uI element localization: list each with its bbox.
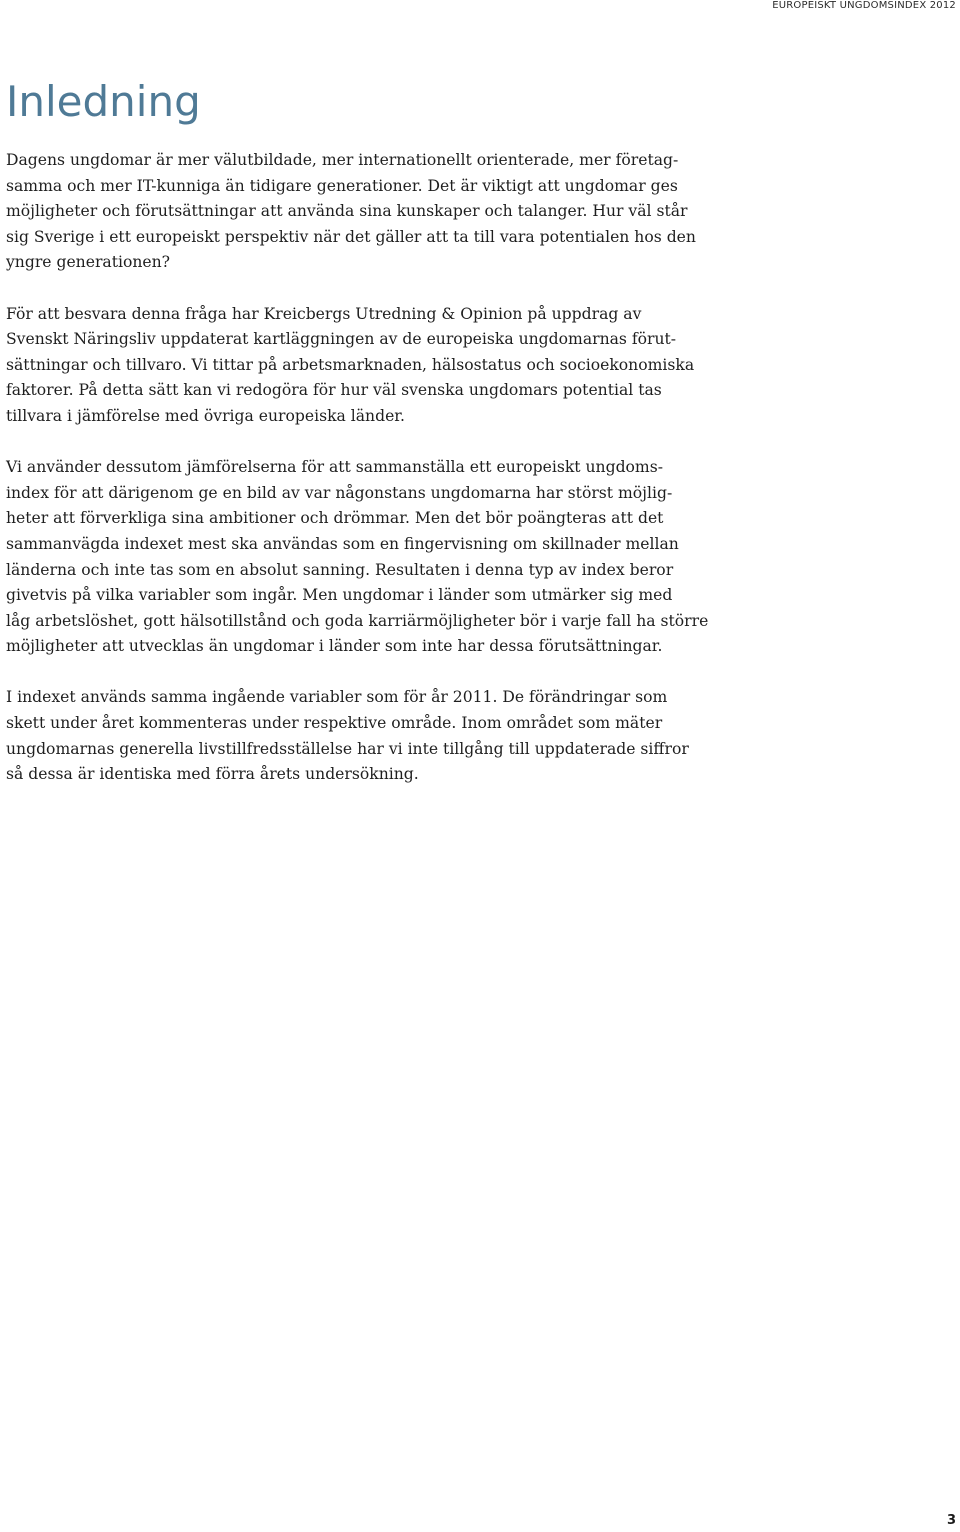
text-line: Svenskt Näringsliv uppdaterat kartläggningen av de europeiska ungdomarnas förut-	[6, 330, 677, 349]
running-header: EUROPEISKT UNGDOMSINDEX 2012	[772, 0, 956, 11]
text-line: möjligheter och förutsättningar att använda sina kunskaper och talanger. Hur väl står	[6, 202, 688, 221]
paragraph-3	[6, 455, 746, 660]
text-line: I indexet används samma ingående variabler som för år 2011. De förändringar som	[6, 688, 668, 707]
text-line: heter att förverkliga sina ambitioner och drömmar. Men det bör poängteras att det	[6, 509, 664, 528]
text-line: möjligheter att utvecklas än ungdomar i länder som inte har dessa förutsättningar.	[6, 637, 663, 656]
text-line: samma och mer IT-kunniga än tidigare generationer. Det är viktigt att ungdomar ges	[6, 176, 678, 195]
text-line: Vi använder dessutom jämförelserna för att sammanställa ett europeiskt ungdoms-	[6, 458, 663, 477]
paragraph-2	[6, 302, 746, 430]
text-line: givetvis på vilka variabler som ingår. Men ungdomar i länder som utmärker sig med	[6, 586, 673, 605]
text-line: skett under året kommenteras under respektive område. Inom området som mäter	[6, 714, 663, 733]
page-number: 3	[946, 1513, 956, 1528]
text-line: sammanvägda indexet mest ska användas som en fingervisning om skillnader mellan	[6, 534, 679, 553]
text-line: yngre generationen?	[6, 253, 171, 272]
paragraph-1	[6, 148, 746, 276]
text-line: För att besvara denna fråga har Kreicbergs Utredning & Opinion på uppdrag av	[6, 304, 642, 323]
text-line: index för att därigenom ge en bild av var någonstans ungdomarna har störst möjlig-	[6, 483, 673, 502]
text-line: låg arbetslöshet, gott hälsotillstånd och goda karriärmöjligheter bör i varje fall ha större	[6, 611, 709, 630]
paragraph-4	[6, 685, 746, 787]
text-line: ungdomarnas generella livstillfredsställelse har vi inte tillgång till uppdaterade siffror	[6, 739, 689, 758]
text-line: länderna och inte tas som en absolut sanning. Resultaten i denna typ av index beror	[6, 560, 674, 579]
page-title: Inledning	[6, 77, 201, 126]
body-text	[6, 148, 746, 813]
text-line: sig Sverige i ett europeiskt perspektiv när det gäller att ta till vara potentialen hos den	[6, 227, 696, 246]
text-line: sättningar och tillvaro. Vi tittar på arbetsmarknaden, hälsostatus och socioekonomiska	[6, 355, 695, 374]
text-line: så dessa är identiska med förra årets undersökning.	[6, 765, 419, 784]
text-line: Dagens ungdomar är mer välutbildade, mer internationellt orienterade, mer företag-	[6, 151, 679, 169]
text-line: faktorer. På detta sätt kan vi redogöra för hur väl svenska ungdomars potential tas	[6, 381, 662, 400]
text-line: tillvara i jämförelse med övriga europeiska länder.	[6, 406, 406, 425]
